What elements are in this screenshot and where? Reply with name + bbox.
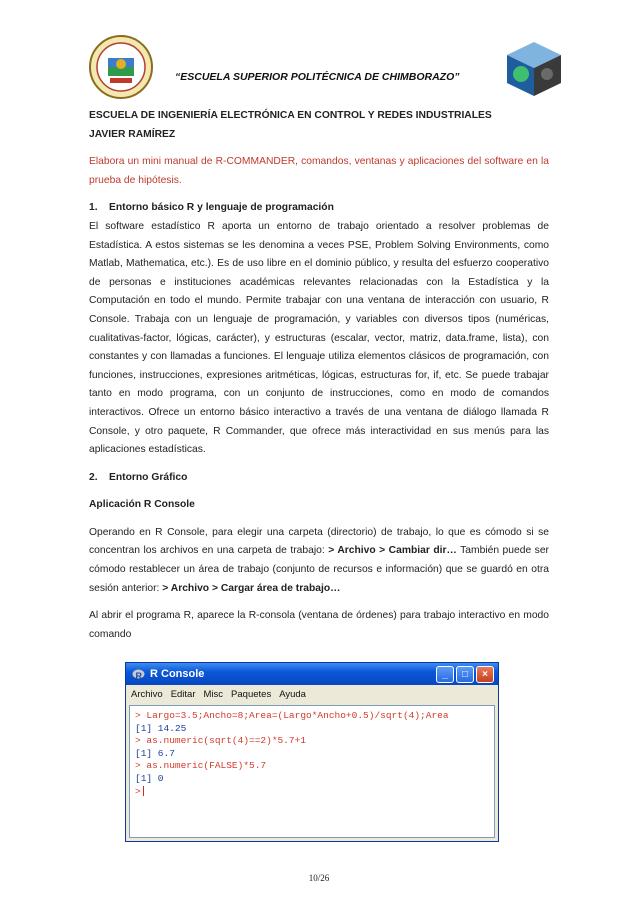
p1-text-a: Operando en R Console, para elegir una carpeta (directorio) de trabajo, lo que es cómodo si se concentran los archivos en una carpeta de trabajo: (89, 526, 549, 557)
window-controls (436, 666, 494, 683)
menu-paquetes[interactable]: Paquetes (231, 688, 272, 700)
menu-editar[interactable]: Editar (170, 688, 196, 700)
r-console-titlebar (126, 663, 498, 685)
school-heading: ESCUELA DE INGENIERÍA ELECTRÓNICA EN CONTROL Y REDES INDUSTRIALES (89, 110, 492, 121)
maximize-icon[interactable]: □ (456, 666, 474, 683)
console-prompt-line[interactable] (135, 786, 489, 799)
university-seal-logo (88, 34, 154, 100)
console-line: [1] 0 (135, 772, 164, 784)
section2-title: Entorno Gráfico (109, 471, 188, 483)
faculty-cube-logo (503, 38, 565, 100)
p1-text-c: También puede ser cómodo restablecer un área de trabajo (conjunto de recursos e información) que se guardó en otra sesión anterior: (89, 545, 549, 594)
r-console-output[interactable] (129, 705, 495, 838)
section2-paragraph2: Al abrir el programa R, aparece la R-consola (ventana de órdenes) para trabajo interactivo en modo comando (89, 610, 549, 640)
section2-paragraph1 (89, 524, 549, 598)
author-name: JAVIER RAMÍREZ (89, 128, 176, 140)
menu-ayuda[interactable]: Ayuda (279, 688, 306, 700)
r-console-menubar (126, 685, 498, 703)
r-logo-icon (132, 668, 145, 681)
console-prompt: > (135, 785, 141, 797)
document-content (89, 107, 549, 644)
page-number: 10/26 (308, 873, 330, 883)
console-line: > Largo=3.5;Ancho=8;Area=(Largo*Ancho+0.5)/sqrt(4);Area (135, 710, 449, 721)
console-line: > as.numeric(FALSE)*5.7 (135, 760, 267, 772)
menu-misc[interactable]: Misc (203, 688, 224, 700)
task-statement: Elabora un mini manual de R-COMMANDER, comandos, ventanas y aplicaciones del software en la prueba de hipótesis. (89, 156, 549, 186)
text-cursor (143, 786, 144, 796)
close-icon[interactable]: × (476, 666, 494, 683)
section2-number: 2. (89, 471, 98, 483)
p1-menu-path-load-workspace: > Archivo > Cargar área de trabajo… (162, 582, 341, 594)
section1-number: 1. (89, 202, 98, 214)
r-console-title: R Console (150, 668, 205, 680)
svg-text:R: R (135, 670, 142, 681)
console-line: > as.numeric(sqrt(4)==2)*5.7+1 (135, 735, 307, 747)
p1-menu-path-change-dir: > Archivo > Cambiar dir… (328, 545, 457, 557)
r-console-window (125, 662, 499, 842)
section2-heading (89, 469, 549, 488)
console-line: [1] 6.7 (135, 747, 175, 759)
menu-archivo[interactable]: Archivo (131, 688, 163, 700)
minimize-icon[interactable]: _ (436, 666, 454, 683)
section1-heading (89, 199, 549, 218)
console-line: [1] 14.25 (135, 722, 187, 734)
section1-body: El software estadístico R aporta un entorno de trabajo orientado a resolver problemas de Estadística. A estos sistemas se les denomina a veces PSE, Problem Solving Environments, como Matlab, Mathematica, etc.). Es de uso libre en el dominio público, y resulta del esfuerzo cooperativo de personas e instituciones académicas relevantes relacionadas con la Estadística y la Computación en todo el mundo. Permite trabajar con una ventana de interacción con usuario, R Console. Trabaja con un lenguaje de programación, y variables con diversos tipos (numéricas, cualitativas-factor, lógicas, carácter), y estructuras (escalar, vector, matriz, data.frame, lista), con constantes y con llamadas a funciones. El lenguaje utiliza elementos clásicos de programación, con funciones, instrucciones, expresiones aritméticas, lógicas, estructuras for, if, etc. Se puede trabajar tanto en modo programa, con un conjunto de instrucciones, como en modo de comandos interactivos. Ofrece un entorno básico interactivo a través de una ventana de diálogo llamada R Console, y otro paquete, R Commander, que ofrece más interactividad en sus menús para las aplicaciones estadísticas. (89, 220, 549, 456)
section2-subtitle: Aplicación R Console (89, 499, 195, 511)
header-institution-title: “ESCUELA SUPERIOR POLITÉCNICA DE CHIMBORAZO” (175, 71, 460, 83)
section1-title: Entorno básico R y lenguaje de programación (109, 202, 334, 214)
